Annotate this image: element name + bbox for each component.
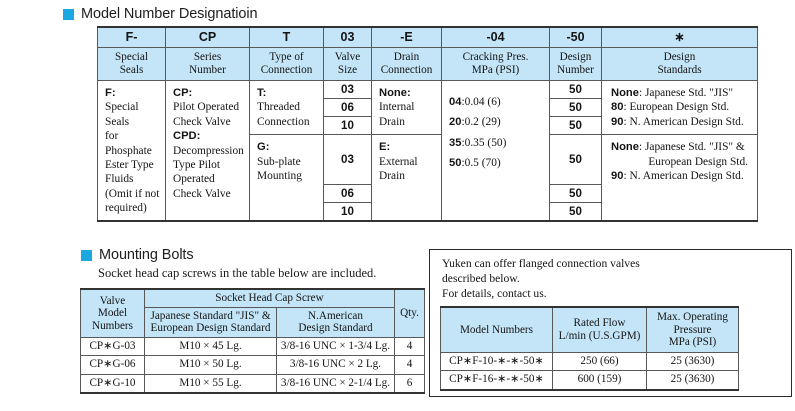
standard-row <box>611 140 752 154</box>
label-line: Number <box>189 63 226 76</box>
cracking-row <box>449 95 544 109</box>
label-line: Special <box>115 51 148 63</box>
label-cell-7 <box>602 48 758 81</box>
label-line: Cracking Pres. <box>462 51 529 63</box>
bolts-cell-model: CP∗G-06 <box>81 356 145 375</box>
bolts-header-qty: Qty. <box>395 289 425 337</box>
label-line: N.American <box>308 309 363 322</box>
mounting-bolts-table <box>80 288 425 394</box>
flanged-valves-table <box>440 306 739 391</box>
special-seals-cell <box>98 81 166 222</box>
label-line: Standards <box>657 63 702 76</box>
label-line: Model <box>97 307 128 320</box>
label-line: Max. Operating <box>657 311 728 323</box>
standard-text: : Japanese Std. "JIS" & <box>638 141 745 154</box>
drain-external-cell <box>372 135 442 222</box>
code-cell-3: 03 <box>324 27 372 48</box>
text-line: (Omit if not <box>105 187 160 200</box>
label-line: Design Standard <box>298 322 373 335</box>
model-number-table <box>97 26 758 222</box>
standard-text: European Design Std. <box>648 155 748 168</box>
design-number-cell: 50 <box>550 203 602 222</box>
text-line: Drain <box>379 115 405 128</box>
callout-line-2: described below. <box>442 272 520 285</box>
model-section-title: Model Number Designatioin <box>81 6 258 22</box>
label-line: Drain <box>393 51 420 63</box>
label-line: Design <box>559 51 592 63</box>
text-line: Decompression <box>173 144 244 157</box>
design-number-cell: 50 <box>550 117 602 135</box>
standard-text: : N. American Design Std. <box>623 115 744 128</box>
table-row <box>81 356 425 375</box>
code-cell-7: ∗ <box>602 27 758 48</box>
design-number-cell: 50 <box>550 99 602 117</box>
cracking-code: 04 <box>449 96 462 109</box>
cracking-row <box>449 156 544 170</box>
label-line: L/min (U.S.GPM) <box>558 329 641 342</box>
special-seals-code: F: <box>105 87 116 100</box>
bolts-header-row-1 <box>81 289 425 307</box>
standard-row <box>611 100 752 114</box>
standard-code: None <box>611 141 639 154</box>
valve-size-cell: 03 <box>324 135 372 185</box>
label-line: Numbers <box>91 319 133 332</box>
series-code-cpd: CPD <box>173 130 197 143</box>
model-label-row <box>98 48 758 81</box>
series-code-cp: CP <box>173 87 189 100</box>
code-cell-0: F- <box>98 27 166 48</box>
cracking-code: 35 <box>449 136 462 149</box>
valve-size-cell: 06 <box>324 185 372 203</box>
label-line: Connection <box>380 63 433 76</box>
cracking-row <box>449 115 544 129</box>
text-line: required) <box>105 201 147 214</box>
table-row <box>441 352 739 371</box>
drain-internal-cell <box>372 81 442 135</box>
callout-line-1: Yuken can offer flanged connection valves <box>442 257 640 270</box>
label-line: Number <box>557 63 594 76</box>
flanged-cell-model: CP∗F-16-∗-∗-50∗ <box>441 371 553 390</box>
code-cell-6: -50 <box>550 27 602 48</box>
bolts-cell-na: 3/8-16 UNC × 2 Lg. <box>277 356 395 375</box>
label-line: Type of <box>269 51 304 63</box>
standard-text: : Japanese Std. "JIS" <box>638 87 734 100</box>
valve-size-cell: 06 <box>324 99 372 117</box>
flanged-cell-flow: 250 (66) <box>553 352 647 371</box>
label-line: Rated Flow <box>573 317 626 330</box>
text-line: Special Seals <box>105 101 139 128</box>
connection-subplate-cell <box>250 135 324 222</box>
drain-code-e: E: <box>379 141 391 154</box>
code-cell-1: CP <box>166 27 250 48</box>
design-number-cell: 50 <box>550 81 602 99</box>
design-number-cell: 50 <box>550 185 602 203</box>
callout-line-3: For details, contact us. <box>442 287 547 300</box>
cracking-value: :0.5 (70) <box>461 157 501 170</box>
bolts-cell-na: 3/8-16 UNC × 2-1/4 Lg. <box>277 374 395 393</box>
series-number-cell: CP: Pilot Operated Check Valve CPD: Decompression Type Pilot Operated Check Valve <box>166 81 250 222</box>
label-cell-3 <box>324 48 372 81</box>
bolts-cell-jis: M10 × 45 Lg. <box>145 337 277 356</box>
connection-code-t: T: <box>257 87 267 100</box>
text-line: Connection <box>257 115 310 128</box>
bolts-cell-jis: M10 × 50 Lg. <box>145 356 277 375</box>
bolts-cell-qty: 4 <box>395 337 425 356</box>
drain-code-none: None: <box>379 87 411 100</box>
label-line: Seals <box>119 63 144 76</box>
cracking-value: :0.35 (50) <box>461 136 507 149</box>
text-line: Check Valve <box>173 187 231 200</box>
label-line: Japanese Standard "JIS" & <box>150 309 271 322</box>
label-cell-5 <box>442 48 550 81</box>
label-line: MPa (PSI) <box>668 336 717 349</box>
bolts-cell-qty: 4 <box>395 356 425 375</box>
text-line: for Phosphate <box>105 130 152 157</box>
section-marker-icon <box>63 9 74 20</box>
bolts-cell-qty: 6 <box>395 374 425 393</box>
flanged-cell-pressure: 25 (3630) <box>647 352 739 371</box>
flanged-header-pressure <box>647 307 739 352</box>
code-cell-2: T <box>250 27 324 48</box>
model-section-heading <box>63 6 257 22</box>
bolts-header-namerican <box>277 307 395 337</box>
connection-code-g: G: <box>257 141 270 154</box>
bolts-header-valve-model <box>81 289 145 337</box>
label-line: Pressure <box>673 323 712 336</box>
standard-code: 90 <box>611 169 624 182</box>
label-cell-4 <box>372 48 442 81</box>
text-line: Internal <box>379 101 415 114</box>
label-line: Connection <box>260 63 313 76</box>
standard-row <box>611 155 752 169</box>
valve-size-cell: 10 <box>324 117 372 135</box>
text-line: Drain <box>379 169 405 182</box>
label-line: Design <box>663 51 696 63</box>
text-line: Type Pilot <box>173 158 220 171</box>
cracking-value: :0.04 (6) <box>461 96 501 109</box>
flanged-cell-pressure: 25 (3630) <box>647 371 739 390</box>
flanged-header-flow <box>553 307 647 352</box>
flanged-cell-model: CP∗F-10-∗-∗-50∗ <box>441 352 553 371</box>
cracking-code: 50 <box>449 157 462 170</box>
text-line: Check Valve <box>173 115 231 128</box>
cracking-code: 20 <box>449 116 462 129</box>
code-cell-5: -04 <box>442 27 550 48</box>
text-line: Mounting <box>257 169 302 182</box>
label-cell-0 <box>98 48 166 81</box>
table-row <box>81 337 425 356</box>
label-cell-6 <box>550 48 602 81</box>
label-line: Valve <box>99 294 126 307</box>
flanged-header-row <box>441 307 739 352</box>
flanged-cell-flow: 600 (159) <box>553 371 647 390</box>
bolts-section-heading <box>81 247 194 263</box>
standard-row <box>611 115 752 129</box>
cracking-row <box>449 136 544 150</box>
table-row <box>441 371 739 390</box>
design-number-cell: 50 <box>550 135 602 185</box>
design-standards-top-cell <box>602 81 758 135</box>
standard-code: 90 <box>611 115 624 128</box>
design-standards-bottom-cell <box>602 135 758 222</box>
text-line: Fluids <box>105 173 134 186</box>
section-marker-icon <box>81 250 92 261</box>
text-line: Threaded <box>257 101 301 114</box>
standard-row <box>611 169 752 183</box>
label-line: Valve <box>334 51 361 63</box>
label-line: European Design Standard <box>150 322 271 335</box>
bolts-cell-na: 3/8-16 UNC × 1-3/4 Lg. <box>277 337 395 356</box>
table-row <box>81 374 425 393</box>
standard-row <box>611 86 752 100</box>
cracking-pressure-cell <box>442 81 550 222</box>
standard-text: : N. American Design Std. <box>623 169 744 182</box>
label-cell-2 <box>250 48 324 81</box>
label-line: Series <box>193 51 222 63</box>
text-line: Ester Type <box>105 158 154 171</box>
label-line: MPa (PSI) <box>471 63 520 76</box>
model-body-row <box>98 81 758 99</box>
text-line: Pilot Operated <box>173 101 240 114</box>
standard-text: : European Design Std. <box>623 101 730 114</box>
standard-code: 80 <box>611 101 624 114</box>
text-line: Sub-plate <box>257 155 301 168</box>
label-line: Size <box>337 63 358 76</box>
valve-size-cell: 10 <box>324 203 372 222</box>
bolts-cell-model: CP∗G-03 <box>81 337 145 356</box>
bolts-header-jis <box>145 307 277 337</box>
code-cell-4: -E <box>372 27 442 48</box>
bolts-cell-model: CP∗G-10 <box>81 374 145 393</box>
cracking-value: :0.2 (29) <box>461 116 501 129</box>
text-line: External <box>379 155 418 168</box>
label-cell-1 <box>166 48 250 81</box>
bolts-header-screw-group: Socket Head Cap Screw <box>145 289 395 307</box>
bolts-section-note: Socket head cap screws in the table below are included. <box>98 266 377 280</box>
text-line: Operated <box>173 173 215 186</box>
model-code-row <box>98 27 758 48</box>
bolts-section-title: Mounting Bolts <box>99 247 194 263</box>
connection-threaded-cell <box>250 81 324 135</box>
flanged-header-model: Model Numbers <box>441 307 553 352</box>
valve-size-cell: 03 <box>324 81 372 99</box>
bolts-cell-jis: M10 × 55 Lg. <box>145 374 277 393</box>
standard-code: None <box>611 87 639 100</box>
